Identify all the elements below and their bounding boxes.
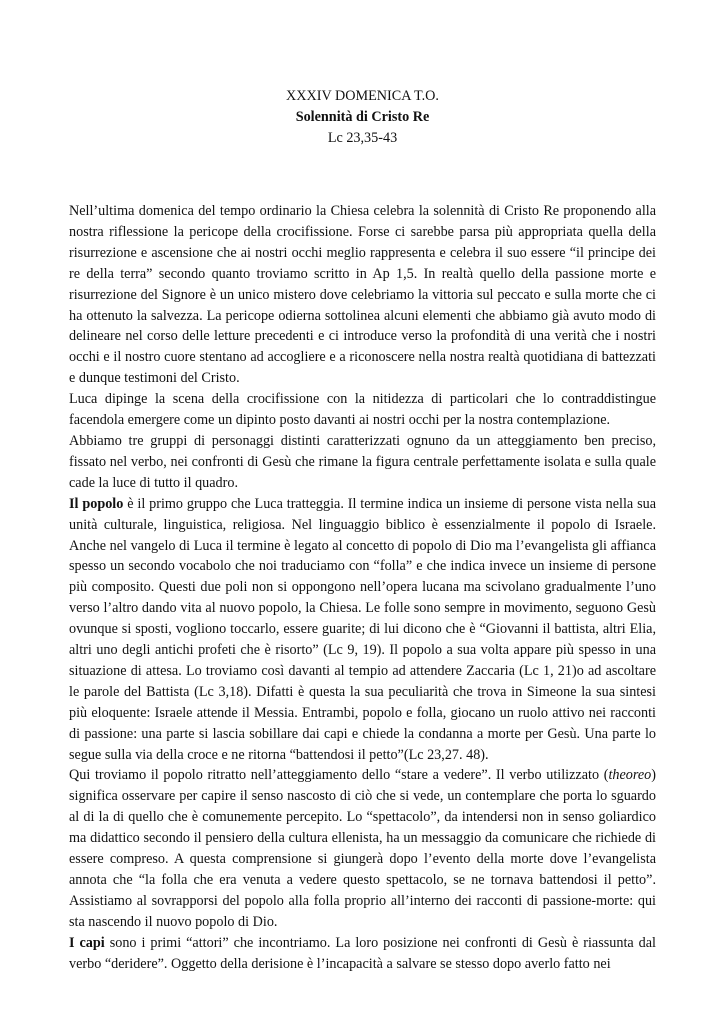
paragraph: Qui troviamo il popolo ritratto nell’atteggiamento dello “stare a vedere”. Il verbo utilizzato (theoreo) significa osservare per capire il senso nascosto di ciò che si vede, un contemplare che porta lo sguardo al di la di quello che è comunemente percepito. Lo “spettacolo”, da intendersi non in senso goliardico ma didattico secondo il pensiero della cultura ellenista, ha un messaggio da comunicare che richiede di essere compreso. A questa comprensione si giungerà dopo l’evento della morte dove l’evangelista annota che “la folla che era venuta a vedere questo spettacolo, se ne tornava battendosi il petto”. Assistiamo al sovrapporsi del popolo alla folla proprio all’interno dei racconti di passione-morte: qui sta nascendo il nuovo popolo di Dio. [69, 767, 656, 930]
page-subtitle: Solennità di Cristo Re [295, 109, 430, 125]
document-header [0, 86, 725, 149]
italic-term: theoreo [608, 767, 652, 784]
paragraph: Abbiamo tre gruppi di personaggi distinti caratterizzati ognuno da un atteggiamento ben preciso, fissato nel verbo, nei confronti di Gesù che rimane la figura centrale perfettamente isolata e sulla quale cade la luce di tutto il quadro. [69, 432, 656, 491]
paragraph: Nell’ultima domenica del tempo ordinario la Chiesa celebra la solennità di Cristo Re proponendo alla nostra riflessione la pericope della crocifissione. Forse ci sarebbe parsa più appropriata quella della risurrezione e ascensione che ai nostri occhi meglio rappresenta e celebra il suo essere “il principe dei re della terra” secondo quanto troviamo scritto in Ap 1,5. In realtà quello della passione morte e risurrezione del Signore è un unico mistero dove celebriamo la vittoria sul peccato e sulla morte che ci ha ottenuto la salvezza. La pericope odierna sottolinea alcuni elementi che abbiamo già avuto modo di delineare nel corso delle letture precedenti e ci introduce verso la profondità di una verità che i nostri occhi e il nostro cuore stentano ad accogliere e a riconoscere nella nostra realtà quotidiana di battezzati e dunque testimoni del Cristo. [69, 203, 656, 387]
page-title: XXXIV DOMENICA T.O. [286, 88, 439, 104]
paragraph-lead: I capi [69, 934, 105, 951]
paragraph-lead: Il popolo [69, 495, 124, 512]
scripture-reference: Lc 23,35-43 [327, 130, 398, 146]
paragraph: I capi sono i primi “attori” che incontriamo. La loro posizione nei confronti di Gesù è riassunta dal verbo “deridere”. Oggetto della derisione è l’incapacità a salvare se stesso dopo averlo fatto nei [69, 934, 656, 972]
paragraph: Il popolo è il primo gruppo che Luca tratteggia. Il termine indica un insieme di persone vista nella sua unità culturale, linguistica, religiosa. Nel linguaggio biblico è essenzialmente il popolo di Israele. Anche nel vangelo di Luca il termine è legato al concetto di popolo di Dio ma l’evangelista gli affianca spesso un secondo vocabolo che noi traduciamo con “folla” e che indica invece un insieme di persone più composito. Questi due poli non si oppongono nell’opera lucana ma scivolano gradualmente l’uno verso l’altro dando vita al nuovo popolo, la Chiesa. Le folle sono sempre in movimento, seguono Gesù ovunque si sposti, vogliono toccarlo, essere guarite; di lui dicono che è “Giovanni il battista, altri Elia, altri uno degli antichi profeti che è risorto” (Lc 9, 19). Il popolo a sua volta appare più spesso in una situazione di attesa. Lo troviamo così davanti al tempio ad attendere Zaccaria (Lc 1, 21)o ad ascoltare le parole del Battista (Lc 3,18). Difatti è questa la sua peculiarità che trova in Simeone la sua sintesi più eloquente: Israele attende il Messia. Entrambi, popolo e folla, giocano un ruolo attivo nei racconti di passione: una parte si lascia sobillare dai capi e chiede la condanna a morte per Gesù. Una parte lo segue sulla via della croce e ne ritorna “battendosi il petto”(Lc 23,27. 48). [69, 495, 656, 763]
document-body [69, 201, 656, 975]
paragraph: Luca dipinge la scena della crocifissione con la nitidezza di particolari che lo contraddistingue facendola emergere come un dipinto posto davanti ai nostri occhi per la nostra contemplazione. [69, 391, 656, 429]
